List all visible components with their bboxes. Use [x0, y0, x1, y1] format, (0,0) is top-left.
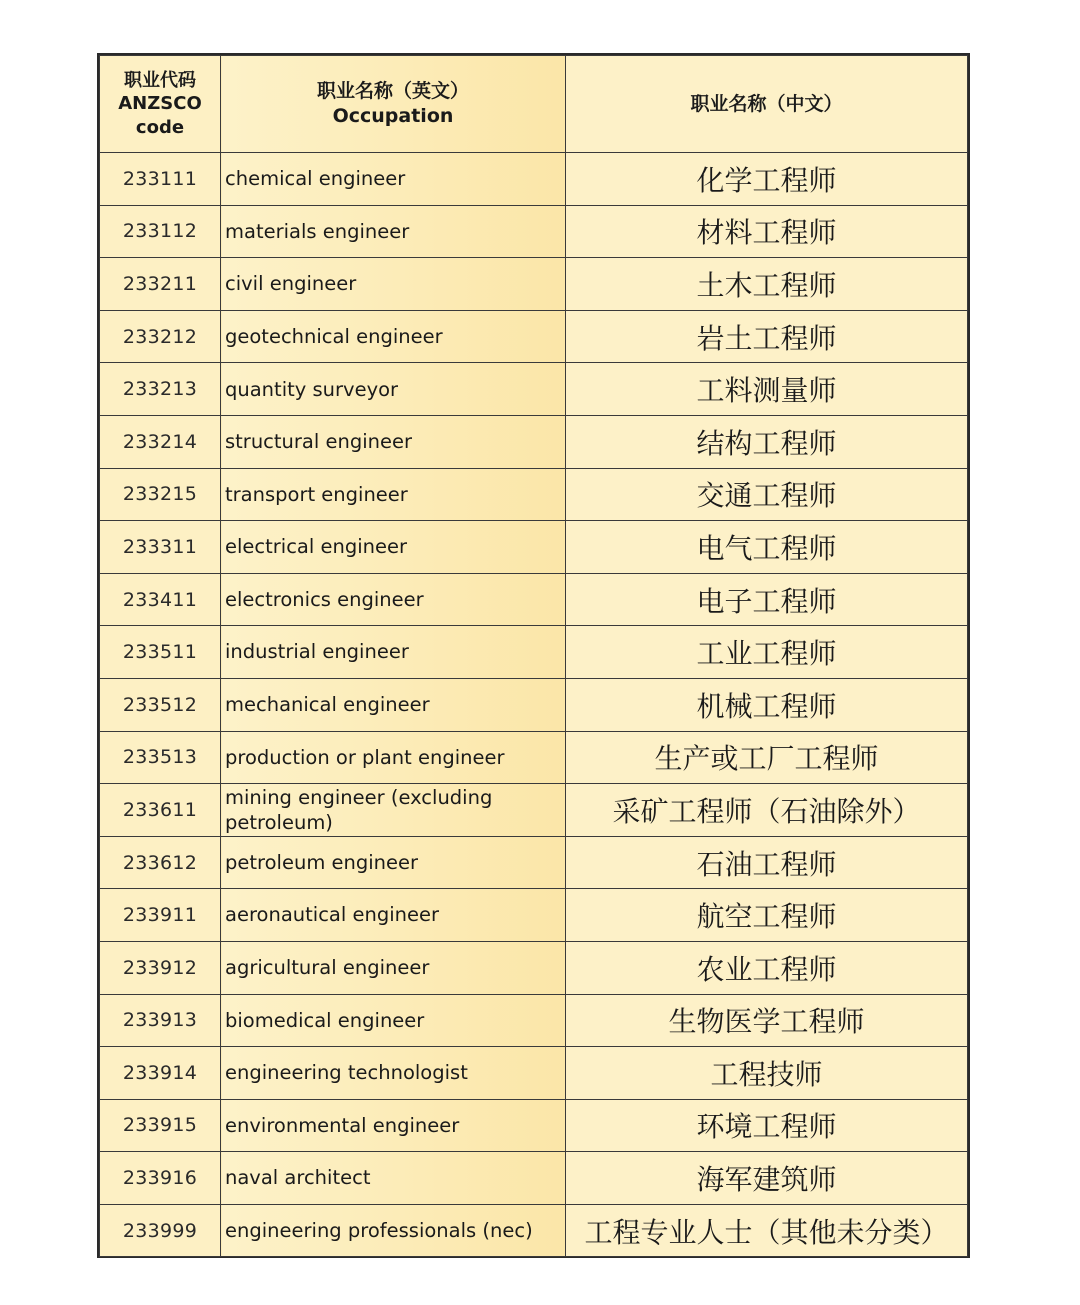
occupation-table-wrapper: [97, 53, 970, 1258]
cell-occupation-cn: 工程专业人士（其他未分类）: [566, 1204, 968, 1257]
cell-occupation-cn: 生产或工厂工程师: [566, 731, 968, 784]
table-row: [100, 153, 968, 206]
cell-anzsco-code: 233214: [100, 415, 221, 468]
cell-occupation-cn: 生物医学工程师: [566, 994, 968, 1047]
cell-occupation-cn: 农业工程师: [566, 941, 968, 994]
cell-anzsco-code: 233212: [100, 310, 221, 363]
header-chinese-name: [566, 56, 968, 153]
header-chinese-name-cn: 职业名称（中文）: [690, 92, 843, 115]
cell-anzsco-code: 233612: [100, 836, 221, 889]
header-occupation-cn: 职业名称（英文）: [316, 80, 469, 103]
cell-anzsco-code: 233611: [100, 784, 221, 837]
occupation-table: [99, 55, 968, 1257]
cell-occupation-cn: 石油工程师: [566, 836, 968, 889]
table-row: [100, 1204, 968, 1257]
cell-anzsco-code: 233913: [100, 994, 221, 1047]
cell-occupation-en: environmental engineer: [221, 1099, 566, 1152]
cell-occupation-en: quantity surveyor: [221, 363, 566, 416]
cell-occupation-en: production or plant engineer: [221, 731, 566, 784]
cell-occupation-cn: 采矿工程师（石油除外）: [566, 784, 968, 837]
table-row: [100, 310, 968, 363]
cell-occupation-en: petroleum engineer: [221, 836, 566, 889]
table-row: [100, 994, 968, 1047]
cell-occupation-cn: 航空工程师: [566, 889, 968, 942]
cell-anzsco-code: 233111: [100, 153, 221, 206]
table-row: [100, 468, 968, 521]
cell-occupation-cn: 化学工程师: [566, 153, 968, 206]
cell-anzsco-code: 233213: [100, 363, 221, 416]
cell-anzsco-code: 233999: [100, 1204, 221, 1257]
table-row: [100, 363, 968, 416]
cell-anzsco-code: 233215: [100, 468, 221, 521]
cell-occupation-cn: 电气工程师: [566, 521, 968, 574]
cell-anzsco-code: 233411: [100, 573, 221, 626]
cell-anzsco-code: 233916: [100, 1152, 221, 1205]
cell-occupation-cn: 交通工程师: [566, 468, 968, 521]
table-row: [100, 836, 968, 889]
cell-occupation-en: materials engineer: [221, 205, 566, 258]
table-row: [100, 205, 968, 258]
cell-occupation-en: civil engineer: [221, 258, 566, 311]
cell-occupation-en: industrial engineer: [221, 626, 566, 679]
cell-anzsco-code: 233914: [100, 1047, 221, 1100]
cell-occupation-en: engineering professionals (nec): [221, 1204, 566, 1257]
table-row: [100, 626, 968, 679]
cell-occupation-cn: 岩土工程师: [566, 310, 968, 363]
cell-anzsco-code: 233915: [100, 1099, 221, 1152]
cell-occupation-cn: 工业工程师: [566, 626, 968, 679]
header-occupation-en: Occupation: [332, 105, 454, 127]
cell-occupation-en: engineering technologist: [221, 1047, 566, 1100]
cell-occupation-en: aeronautical engineer: [221, 889, 566, 942]
table-body: [100, 153, 968, 1257]
cell-occupation-cn: 结构工程师: [566, 415, 968, 468]
cell-occupation-en: electronics engineer: [221, 573, 566, 626]
cell-occupation-en: mechanical engineer: [221, 678, 566, 731]
cell-occupation-en: biomedical engineer: [221, 994, 566, 1047]
cell-occupation-cn: 工程技师: [566, 1047, 968, 1100]
table-row: [100, 521, 968, 574]
cell-anzsco-code: 233112: [100, 205, 221, 258]
cell-occupation-en: chemical engineer: [221, 153, 566, 206]
table-row: [100, 1047, 968, 1100]
cell-occupation-en: transport engineer: [221, 468, 566, 521]
header-occupation: [221, 56, 566, 153]
cell-occupation-cn: 土木工程师: [566, 258, 968, 311]
table-header-row: [100, 56, 968, 153]
cell-anzsco-code: 233311: [100, 521, 221, 574]
header-code-en-2: code: [135, 116, 185, 138]
header-code-cn: 职业代码: [124, 69, 196, 91]
table-row: [100, 573, 968, 626]
cell-anzsco-code: 233512: [100, 678, 221, 731]
cell-occupation-en: agricultural engineer: [221, 941, 566, 994]
cell-occupation-cn: 环境工程师: [566, 1099, 968, 1152]
table-row: [100, 258, 968, 311]
table-row: [100, 678, 968, 731]
table-row: [100, 731, 968, 784]
cell-occupation-en: structural engineer: [221, 415, 566, 468]
table-row: [100, 1152, 968, 1205]
cell-occupation-cn: 材料工程师: [566, 205, 968, 258]
cell-occupation-en: geotechnical engineer: [221, 310, 566, 363]
cell-anzsco-code: 233912: [100, 941, 221, 994]
table-row: [100, 415, 968, 468]
table-row: [100, 889, 968, 942]
header-code: [100, 56, 221, 153]
table-row: [100, 941, 968, 994]
cell-anzsco-code: 233513: [100, 731, 221, 784]
cell-anzsco-code: 233211: [100, 258, 221, 311]
cell-occupation-cn: 电子工程师: [566, 573, 968, 626]
cell-anzsco-code: 233511: [100, 626, 221, 679]
cell-occupation-en: naval architect: [221, 1152, 566, 1205]
cell-occupation-cn: 机械工程师: [566, 678, 968, 731]
cell-occupation-en: mining engineer (excluding petroleum): [221, 784, 566, 837]
header-code-en-1: ANZSCO: [118, 93, 202, 115]
table-row: [100, 784, 968, 837]
table-row: [100, 1099, 968, 1152]
cell-occupation-en: electrical engineer: [221, 521, 566, 574]
cell-occupation-cn: 海军建筑师: [566, 1152, 968, 1205]
cell-occupation-cn: 工料测量师: [566, 363, 968, 416]
cell-anzsco-code: 233911: [100, 889, 221, 942]
